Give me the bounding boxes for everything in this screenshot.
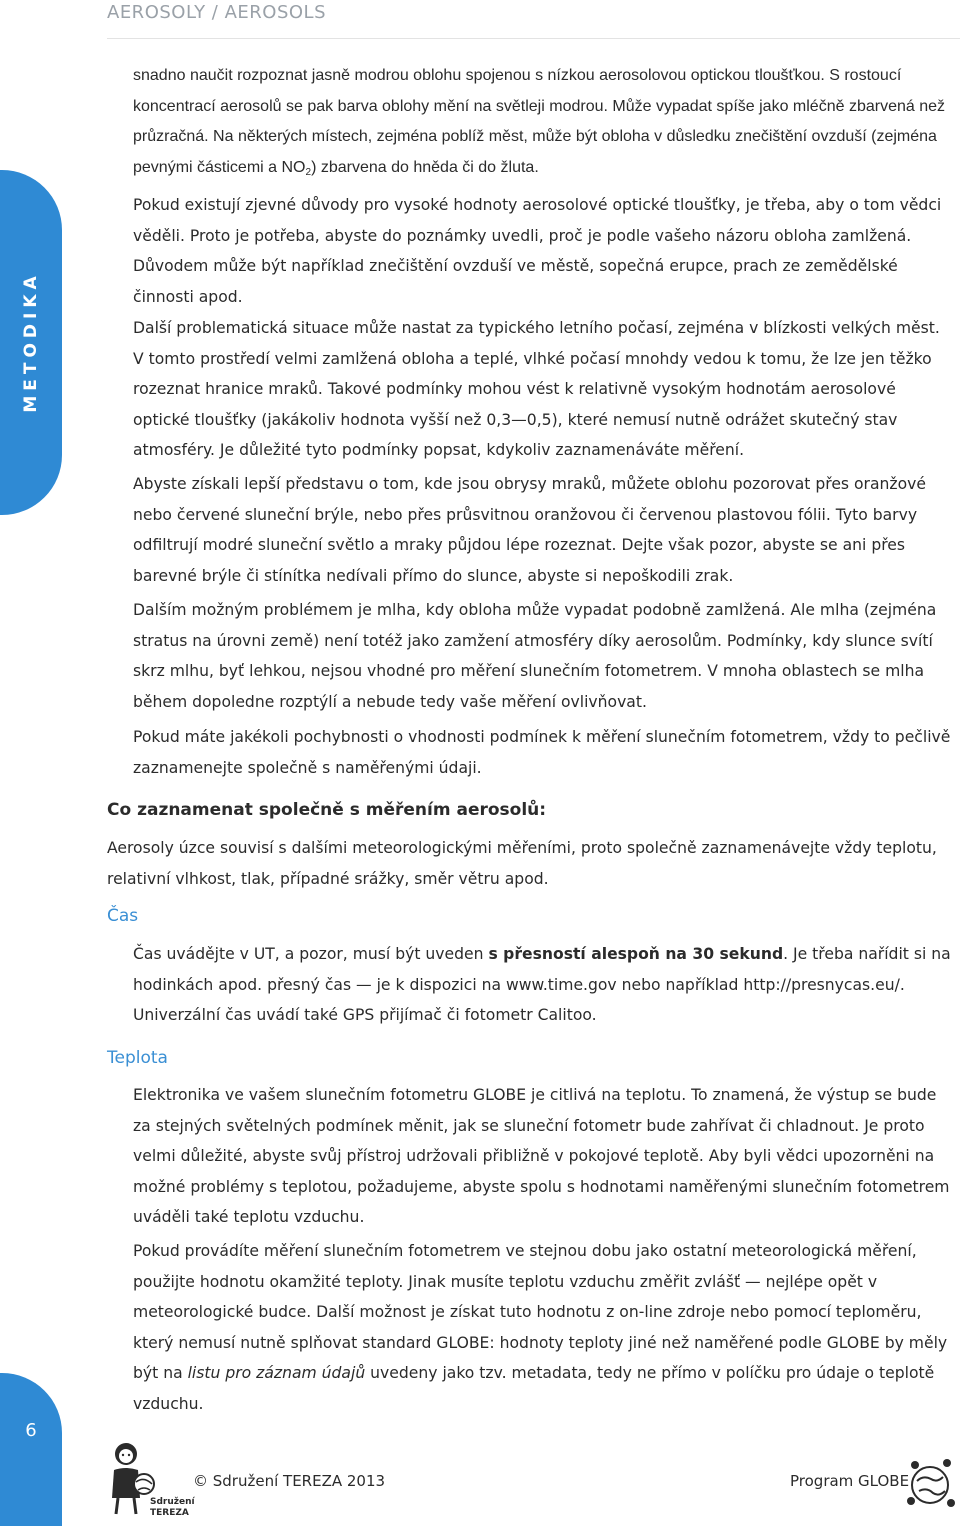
section-intro: Aerosoly úzce souvisí s dalšími meteorologickými měřeními, proto společně zaznamenávejte vždy teplotu, relativní vlhkost, tlak, případné srážky, směr větru apod.: [107, 839, 937, 888]
side-tab: [0, 170, 62, 515]
paragraph-6: Pokud máte jakékoli pochybnosti o vhodnosti podmínek k měření slunečním fotometrem, vždy to pečlivě zaznamenejte společně s naměřenými údaji.: [133, 728, 951, 777]
header-title: AEROSOLY / AEROSOLS: [107, 2, 327, 23]
paragraph-1: snadno naučit rozpoznat jasně modrou oblohu spojenou s nízkou aerosolovou optickou tloušťkou. S rostoucí koncentrací aerosolů se pak barva oblohy mění na světleji modrou. Může vypadat spíše jako mléčně zbarvená než průzračná. Na některých místech, zejména poblíž měst, může být obloha v důsledku znečištění ovzduší (zejména pevnými částicemi a $NO_2$) zbarvena do hněda či do žluta.: [133, 67, 945, 178]
cas-paragraph: Čas uvádějte v UT, a pozor, musí být uveden s přesností alespoň na 30 sekund. Je třeba nařídit si na hodinkách apod. přesný čas — je k dispozici na www.time.gov nebo například http://presnycas.eu/. Univerzální čas uvádí také GPS přijímač či fotometr Calitoo.: [133, 945, 951, 1024]
running-header: [107, 0, 960, 39]
paragraph-3: Další problematická situace může nastat za typického letního počasí, zejména v blízkosti velkých měst. V tomto prostředí velmi zamlžená obloha a teplé, vlhké počasí mnohdy vedou k tomu, že lze jen těžko rozeznat hranice mraků. Takové podmínky mohou vést k relativně vysokým hodnotám aerosolové optické tloušťky (jakákoliv hodnota vyšší než 0,3—0,5), které nemusí nutně odrážet skutečný stav atmosféry. Je důležité tyto podmínky popsat, kdykoliv zaznamenáváte měření.: [133, 319, 940, 459]
footer-copyright: © Sdružení TEREZA 2013: [193, 1472, 386, 1490]
paragraph-2: Pokud existují zjevné důvody pro vysoké hodnoty aerosolové optické tloušťky, je třeba, aby o tom vědci věděli. Proto je potřeba, abyste do poznámky uvedli, proč je podle vašeho názoru obloha zamlžená. Důvodem může být například znečištění ovzduší ve městě, sopečná erupce, prach ze zemědělské činnosti apod.: [133, 196, 942, 306]
paragraph-5: Dalším možným problémem je mlha, kdy obloha může vypadat podobně zamlžená. Ale mlha (zejména stratus na úrovni země) není totéž jako zamžení atmosféry díky aerosolům. Podmínky, kdy slunce svítí skrz mlhu, byť lehkou, nejsou vhodné pro měření slunečním fotometrem. V mnoha oblastech se mlha během dopoledne rozptýlí a nebude tedy vaše měření ovlivňovat.: [133, 601, 937, 711]
paragraph-4: Abyste získali lepší představu o tom, kde jsou obrysy mraků, můžete oblohu pozorovat přes oranžové nebo červené sluneční brýle, nebo přes průsvitnou oranžovou či červenou plastovou fólii. Tyto barvy odfiltrují modré sluneční světlo a mraky půjdou lépe rozeznat. Dejte však pozor, abyste se ani přes barevné brýle či stínítka nedívali přímo do slunce, abyste si nepoškodili zrak.: [133, 475, 926, 585]
page-number-tab: [0, 1373, 62, 1526]
logo-text: Sdružení TEREZA: [150, 1497, 195, 1518]
footer-program: Program GLOBE: [790, 1472, 910, 1490]
side-tab-label: METODIKA: [21, 271, 41, 413]
globe-logo-icon: [903, 1455, 957, 1509]
teplota-paragraph-1: Elektronika ve vašem slunečním fotometru GLOBE je citlivá na teplotu. To znamená, že výstup se bude za stejných světelných podmínek měnit, jak se sluneční fotometr bude zahřívat či chladnout. Je proto velmi důležité, abyste svůj přístroj udržovali přibližně v pokojové teplotě. Aby byli vědci upozorněni na možné problémy s teplotou, požadujeme, abyste spolu s hodnotami naměřenými slunečním fotometrem uváděli také teplotu vzduchu.: [133, 1086, 950, 1226]
page-number: 6: [25, 1420, 37, 1441]
subheading-teplota: Teplota: [107, 1048, 168, 1068]
subheading-cas: Čas: [107, 906, 139, 926]
teplota-paragraph-2: Pokud provádíte měření slunečním fotometrem ve stejnou dobu jako ostatní meteorologická měření, použijte hodnotu okamžité teploty. Jinak musíte teplotu vzduchu změřit zvlášť — nejlépe opět v meteorologické budce. Další možnost je získat tuto hodnotu z on-line zdroje nebo pomocí teploměru, který nemusí nutně splňovat standard GLOBE: hodnoty teploty jiné než naměřené podle GLOBE by měly být na listu pro záznam údajů uvedeny jako tzv. metadata, tedy ne přímo v políčku pro údaje o teplotě vzduchu.: [133, 1242, 948, 1413]
section-heading: Co zaznamenat společně s měřením aerosolů:: [107, 800, 547, 820]
